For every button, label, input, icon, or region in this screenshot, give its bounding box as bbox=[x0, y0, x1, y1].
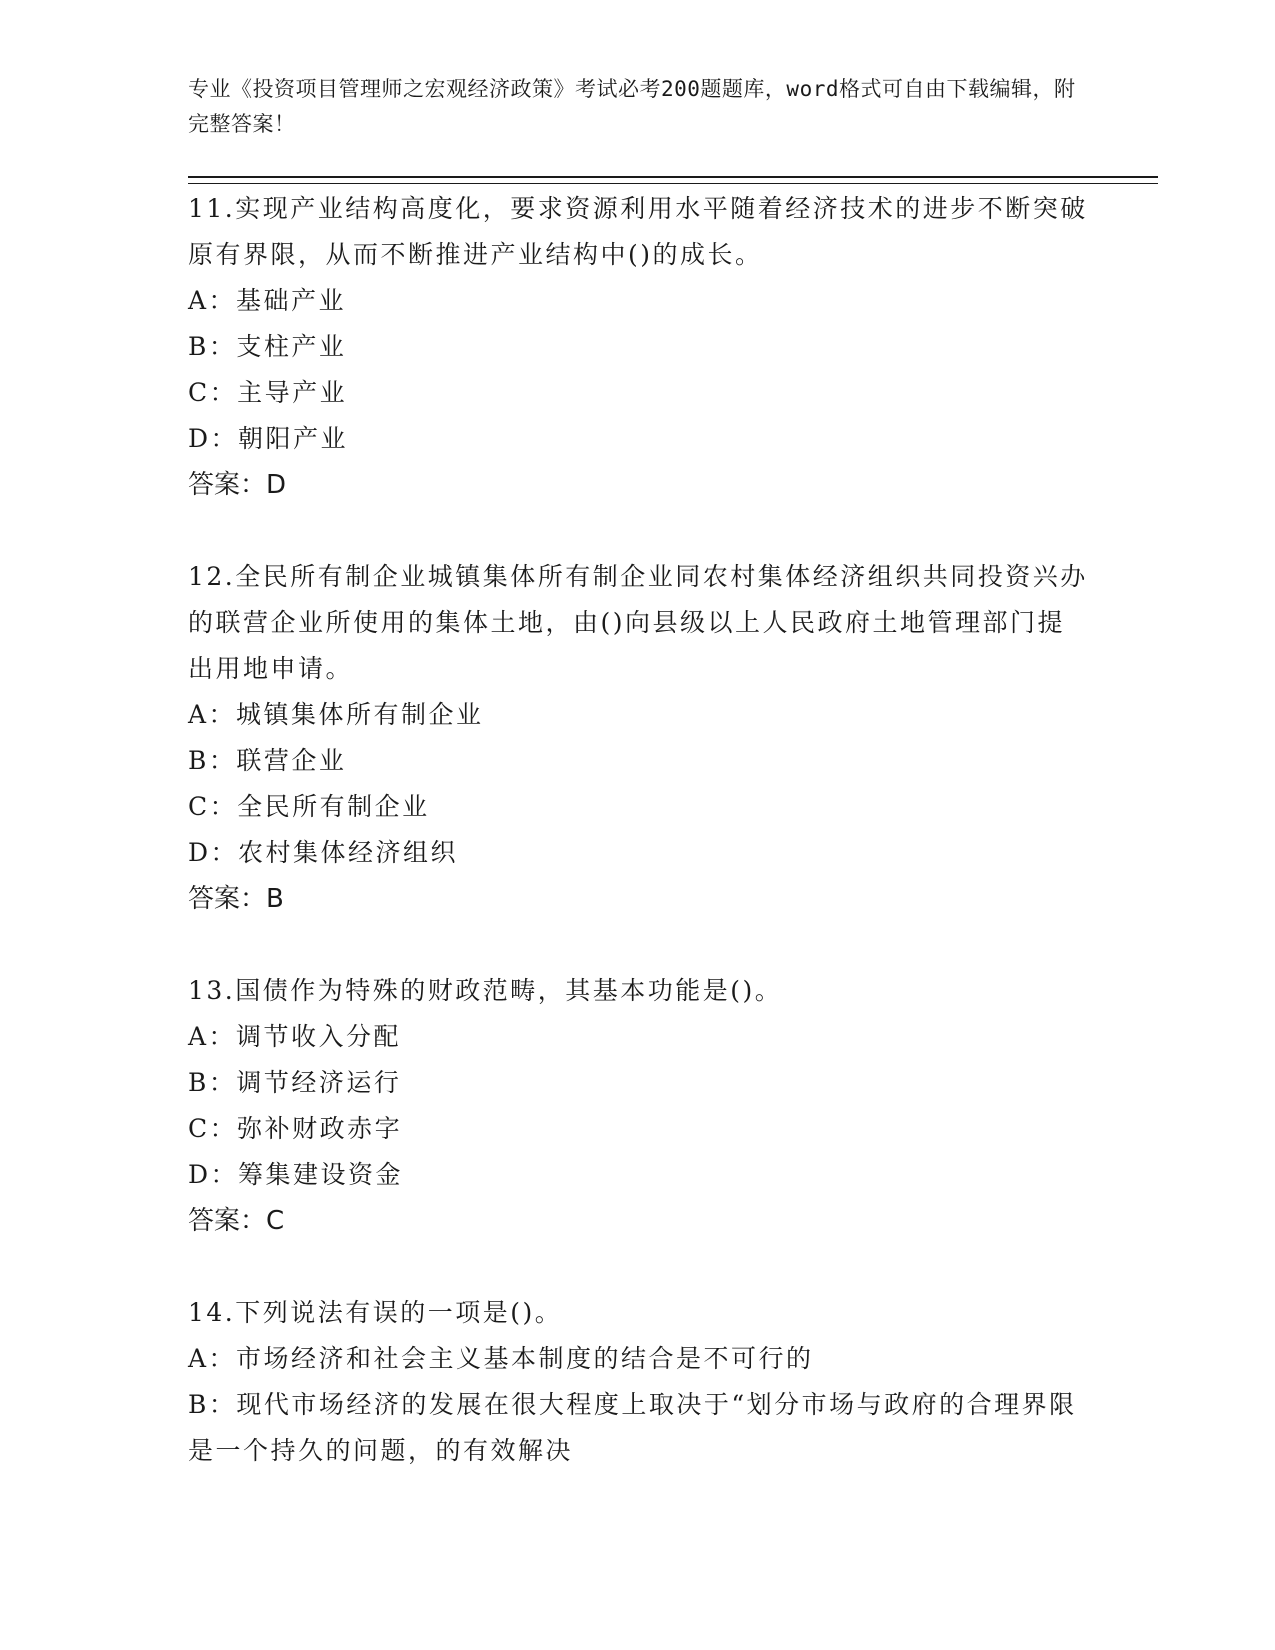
question-stem: 13.国债作为特殊的财政范畴，其基本功能是()。 bbox=[188, 976, 783, 1005]
option-d: D：朝阳产业 bbox=[188, 424, 349, 453]
option-b: B：联营企业 bbox=[188, 746, 347, 775]
answer-line: 答案：D bbox=[188, 470, 287, 500]
option-a: A：调节收入分配 bbox=[188, 1022, 402, 1051]
question-14 bbox=[188, 1290, 1088, 1474]
option-b: B：支柱产业 bbox=[188, 332, 347, 361]
question-stem: 12.全民所有制企业城镇集体所有制企业同农村集体经济组织共同投资兴办的联营企业所使用的集体土地，由()向县级以上人民政府土地管理部门提出用地申请。 bbox=[188, 562, 1088, 683]
question-12 bbox=[188, 554, 1088, 922]
option-d: D：筹集建设资金 bbox=[188, 1160, 404, 1189]
question-spacer bbox=[188, 922, 1088, 968]
question-13 bbox=[188, 968, 1088, 1244]
option-c: C：全民所有制企业 bbox=[188, 792, 430, 821]
answer-line: 答案：C bbox=[188, 1206, 285, 1236]
header-divider-thin bbox=[188, 183, 1158, 184]
question-spacer bbox=[188, 508, 1088, 554]
question-list bbox=[188, 186, 1088, 1474]
question-stem: 14.下列说法有误的一项是()。 bbox=[188, 1298, 563, 1327]
header-divider-thick bbox=[188, 176, 1158, 178]
answer-line: 答案：B bbox=[188, 884, 284, 914]
option-d: D：农村集体经济组织 bbox=[188, 838, 459, 867]
option-c: C：主导产业 bbox=[188, 378, 348, 407]
question-spacer bbox=[188, 1244, 1088, 1290]
option-a: A：市场经济和社会主义基本制度的结合是不可行的 bbox=[188, 1344, 814, 1373]
option-a: A：基础产业 bbox=[188, 286, 347, 315]
question-stem: 11.实现产业结构高度化，要求资源利用水平随着经济技术的进步不断突破原有界限，从而不断推进产业结构中()的成长。 bbox=[188, 194, 1088, 269]
option-b: B：调节经济运行 bbox=[188, 1068, 402, 1097]
option-a: A：城镇集体所有制企业 bbox=[188, 700, 484, 729]
question-11 bbox=[188, 186, 1088, 508]
option-c: C：弥补财政赤字 bbox=[188, 1114, 403, 1143]
option-b: B：现代市场经济的发展在很大程度上取决于“划分市场与政府的合理界限是一个持久的问题，的有效解决 bbox=[188, 1390, 1077, 1465]
document-header: 专业《投资项目管理师之宏观经济政策》考试必考200题题库，word格式可自由下载编辑，附完整答案！ bbox=[188, 77, 1076, 136]
